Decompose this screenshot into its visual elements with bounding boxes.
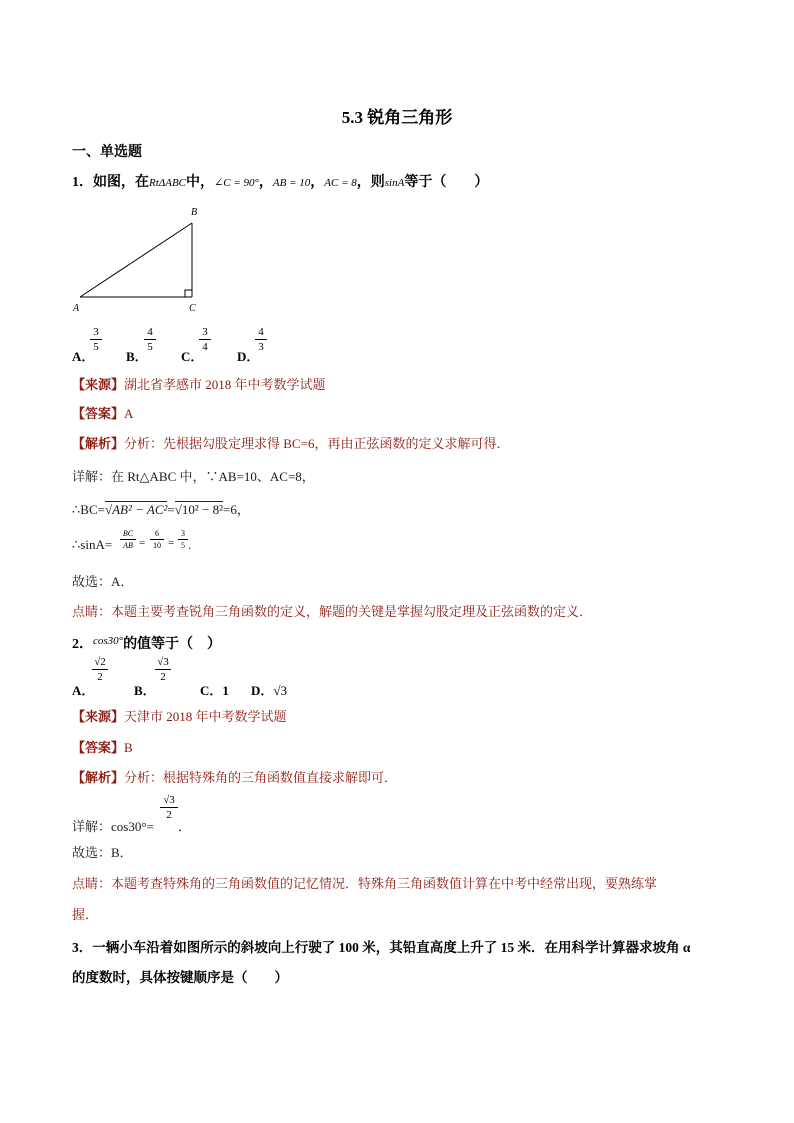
analysis-tag: 【解析】: [72, 770, 125, 785]
option-label: D．: [251, 683, 274, 698]
numerator: 3: [181, 529, 185, 538]
q1-analysis: [72, 433, 509, 452]
q2-answer: [72, 737, 133, 756]
numerator: 4: [258, 326, 264, 338]
numerator: 4: [147, 326, 153, 338]
denominator: 5: [93, 341, 99, 353]
option-value: √3: [273, 683, 288, 698]
q1-choose: 故选：A．: [72, 574, 134, 589]
q3-stem-line1: 3．一辆小车沿着如图所示的斜坡向上行驶了 100 米，其铅直高度上升了 15 米．在用科学计算器求坡角 α: [72, 940, 691, 955]
frac-3-5: [178, 529, 188, 550]
denominator: AB: [123, 541, 133, 550]
q2-option-b-fraction: [155, 656, 171, 683]
q1-detail-line2: [72, 499, 250, 518]
bc-result: =6，: [223, 502, 250, 517]
frac-6-10: [150, 529, 164, 550]
answer-tag: 【答案】: [72, 740, 125, 755]
label-c: C: [189, 303, 196, 314]
q1-source: [72, 374, 326, 393]
option-label: C．: [200, 683, 223, 698]
q1-mid: 中，: [186, 175, 215, 190]
q2-option-a-fraction: [92, 656, 108, 683]
denominator: 5: [147, 341, 153, 353]
equals: =: [168, 537, 175, 549]
triangle-figure: [72, 203, 212, 315]
q1-detail-line1: 详解：在 Rt△ABC 中，∵AB=10、AC=8，: [72, 469, 315, 484]
q2-cos: cos30°: [93, 635, 124, 647]
period: .: [188, 537, 192, 552]
option-value: 1: [222, 683, 229, 698]
q1-prefix: 1．如图，在: [72, 175, 149, 190]
q2-prefix: 2．: [72, 637, 93, 652]
q1-option-c-fraction: [199, 326, 211, 353]
q1-triangle: RtΔABC: [149, 177, 187, 189]
q1-option-a-label[interactable]: A．: [72, 349, 95, 364]
source-text: 湖北省孝感市 2018 年中考数学试题: [124, 377, 326, 392]
numerator: 6: [155, 529, 159, 538]
q1-stem: [72, 171, 488, 191]
numerator: √2: [94, 656, 106, 668]
equals: =: [167, 502, 175, 517]
period: ．: [178, 819, 192, 834]
q2-option-b-label[interactable]: B．: [134, 683, 156, 698]
source-tag: 【来源】: [72, 709, 125, 724]
q1-comma: ，: [258, 175, 273, 190]
numerator: 3: [93, 326, 99, 338]
q1-option-d-label[interactable]: D．: [237, 349, 260, 364]
label-b: B: [191, 207, 198, 218]
denominator: 2: [160, 671, 166, 683]
q2-source: [72, 706, 287, 725]
q2-comment-line1: 点睛：本题考查特殊角的三角函数值的记忆情况．特殊角三角函数值计算在中考中经常出现，要熟练掌: [72, 876, 658, 891]
q1-detail-line3-prefix: ∴sinA=: [72, 537, 113, 552]
q2-choose: 故选：B．: [72, 845, 133, 860]
q2-option-c[interactable]: [200, 680, 229, 699]
denominator: 2: [166, 809, 172, 821]
q1-answer: [72, 403, 133, 422]
frac-bc-ab: [120, 529, 136, 550]
q1-ac: AC = 8: [324, 177, 357, 189]
section-heading: 一、单选题: [72, 145, 142, 160]
sqrt-ab-ac: √AB² − AC²: [104, 502, 168, 517]
label-a: A: [73, 303, 80, 314]
q2-option-d[interactable]: [251, 680, 287, 699]
answer-tag: 【答案】: [72, 406, 125, 421]
equals: =: [139, 537, 146, 549]
q1-option-b-fraction: [144, 326, 156, 353]
q1-comment: 点睛：本题主要考查锐角三角函数的定义，解题的关键是掌握勾股定理及正弦函数的定义．: [72, 604, 593, 619]
page-title: 5.3 锐角三角形: [341, 108, 453, 127]
answer-text: B: [124, 740, 133, 755]
numerator: √3: [163, 794, 175, 806]
radicand: AB² − AC²: [112, 502, 168, 517]
source-text: 天津市 2018 年中考数学试题: [124, 709, 287, 724]
q1-angle-c: ∠C = 90°: [214, 177, 259, 189]
numerator: √3: [157, 656, 169, 668]
q1-then: ，则: [356, 175, 385, 190]
denominator: 3: [258, 341, 264, 353]
sqrt-numbers: √10² − 8²: [174, 502, 224, 517]
q1-option-a-fraction: [90, 326, 102, 353]
bc-prefix: ∴BC=: [72, 502, 105, 517]
denominator: 4: [202, 341, 208, 353]
q2-detail-fraction: [160, 794, 178, 821]
numerator: BC: [122, 529, 134, 538]
q1-option-d-fraction: [255, 326, 267, 353]
side-ab: [80, 223, 192, 297]
q2-analysis: [72, 767, 397, 786]
q2-stem: [72, 633, 221, 653]
q3-stem-line2: 的度数时，具体按键顺序是（ ）: [72, 970, 288, 985]
q1-option-b-label[interactable]: B．: [126, 349, 148, 364]
q1-ab: AB = 10: [272, 177, 311, 189]
q1-option-c-label[interactable]: C．: [181, 349, 204, 364]
radicand: 10² − 8²: [181, 502, 224, 517]
denominator: 10: [153, 541, 161, 550]
analysis-text: 分析：先根据勾股定理求得 BC=6，再由正弦函数的定义求解可得．: [124, 436, 510, 451]
q1-sina: sinA: [384, 177, 405, 189]
q1-comma: ，: [310, 175, 325, 190]
analysis-text: 分析：根据特殊角的三角函数值直接求解即可．: [124, 770, 398, 785]
denominator: 2: [97, 671, 103, 683]
analysis-tag: 【解析】: [72, 436, 125, 451]
source-tag: 【来源】: [72, 377, 125, 392]
q2-suffix: 的值等于（ ）: [123, 637, 222, 652]
q1-suffix: 等于（ ）: [404, 175, 489, 190]
q2-option-a-label[interactable]: A．: [72, 683, 95, 698]
numerator: 3: [202, 326, 208, 338]
right-angle-mark: [185, 290, 192, 297]
denominator: 5: [181, 541, 185, 550]
q2-detail-prefix: 详解：cos30°=: [72, 819, 154, 834]
answer-text: A: [124, 406, 134, 421]
q2-comment-line2: 握．: [72, 907, 99, 922]
